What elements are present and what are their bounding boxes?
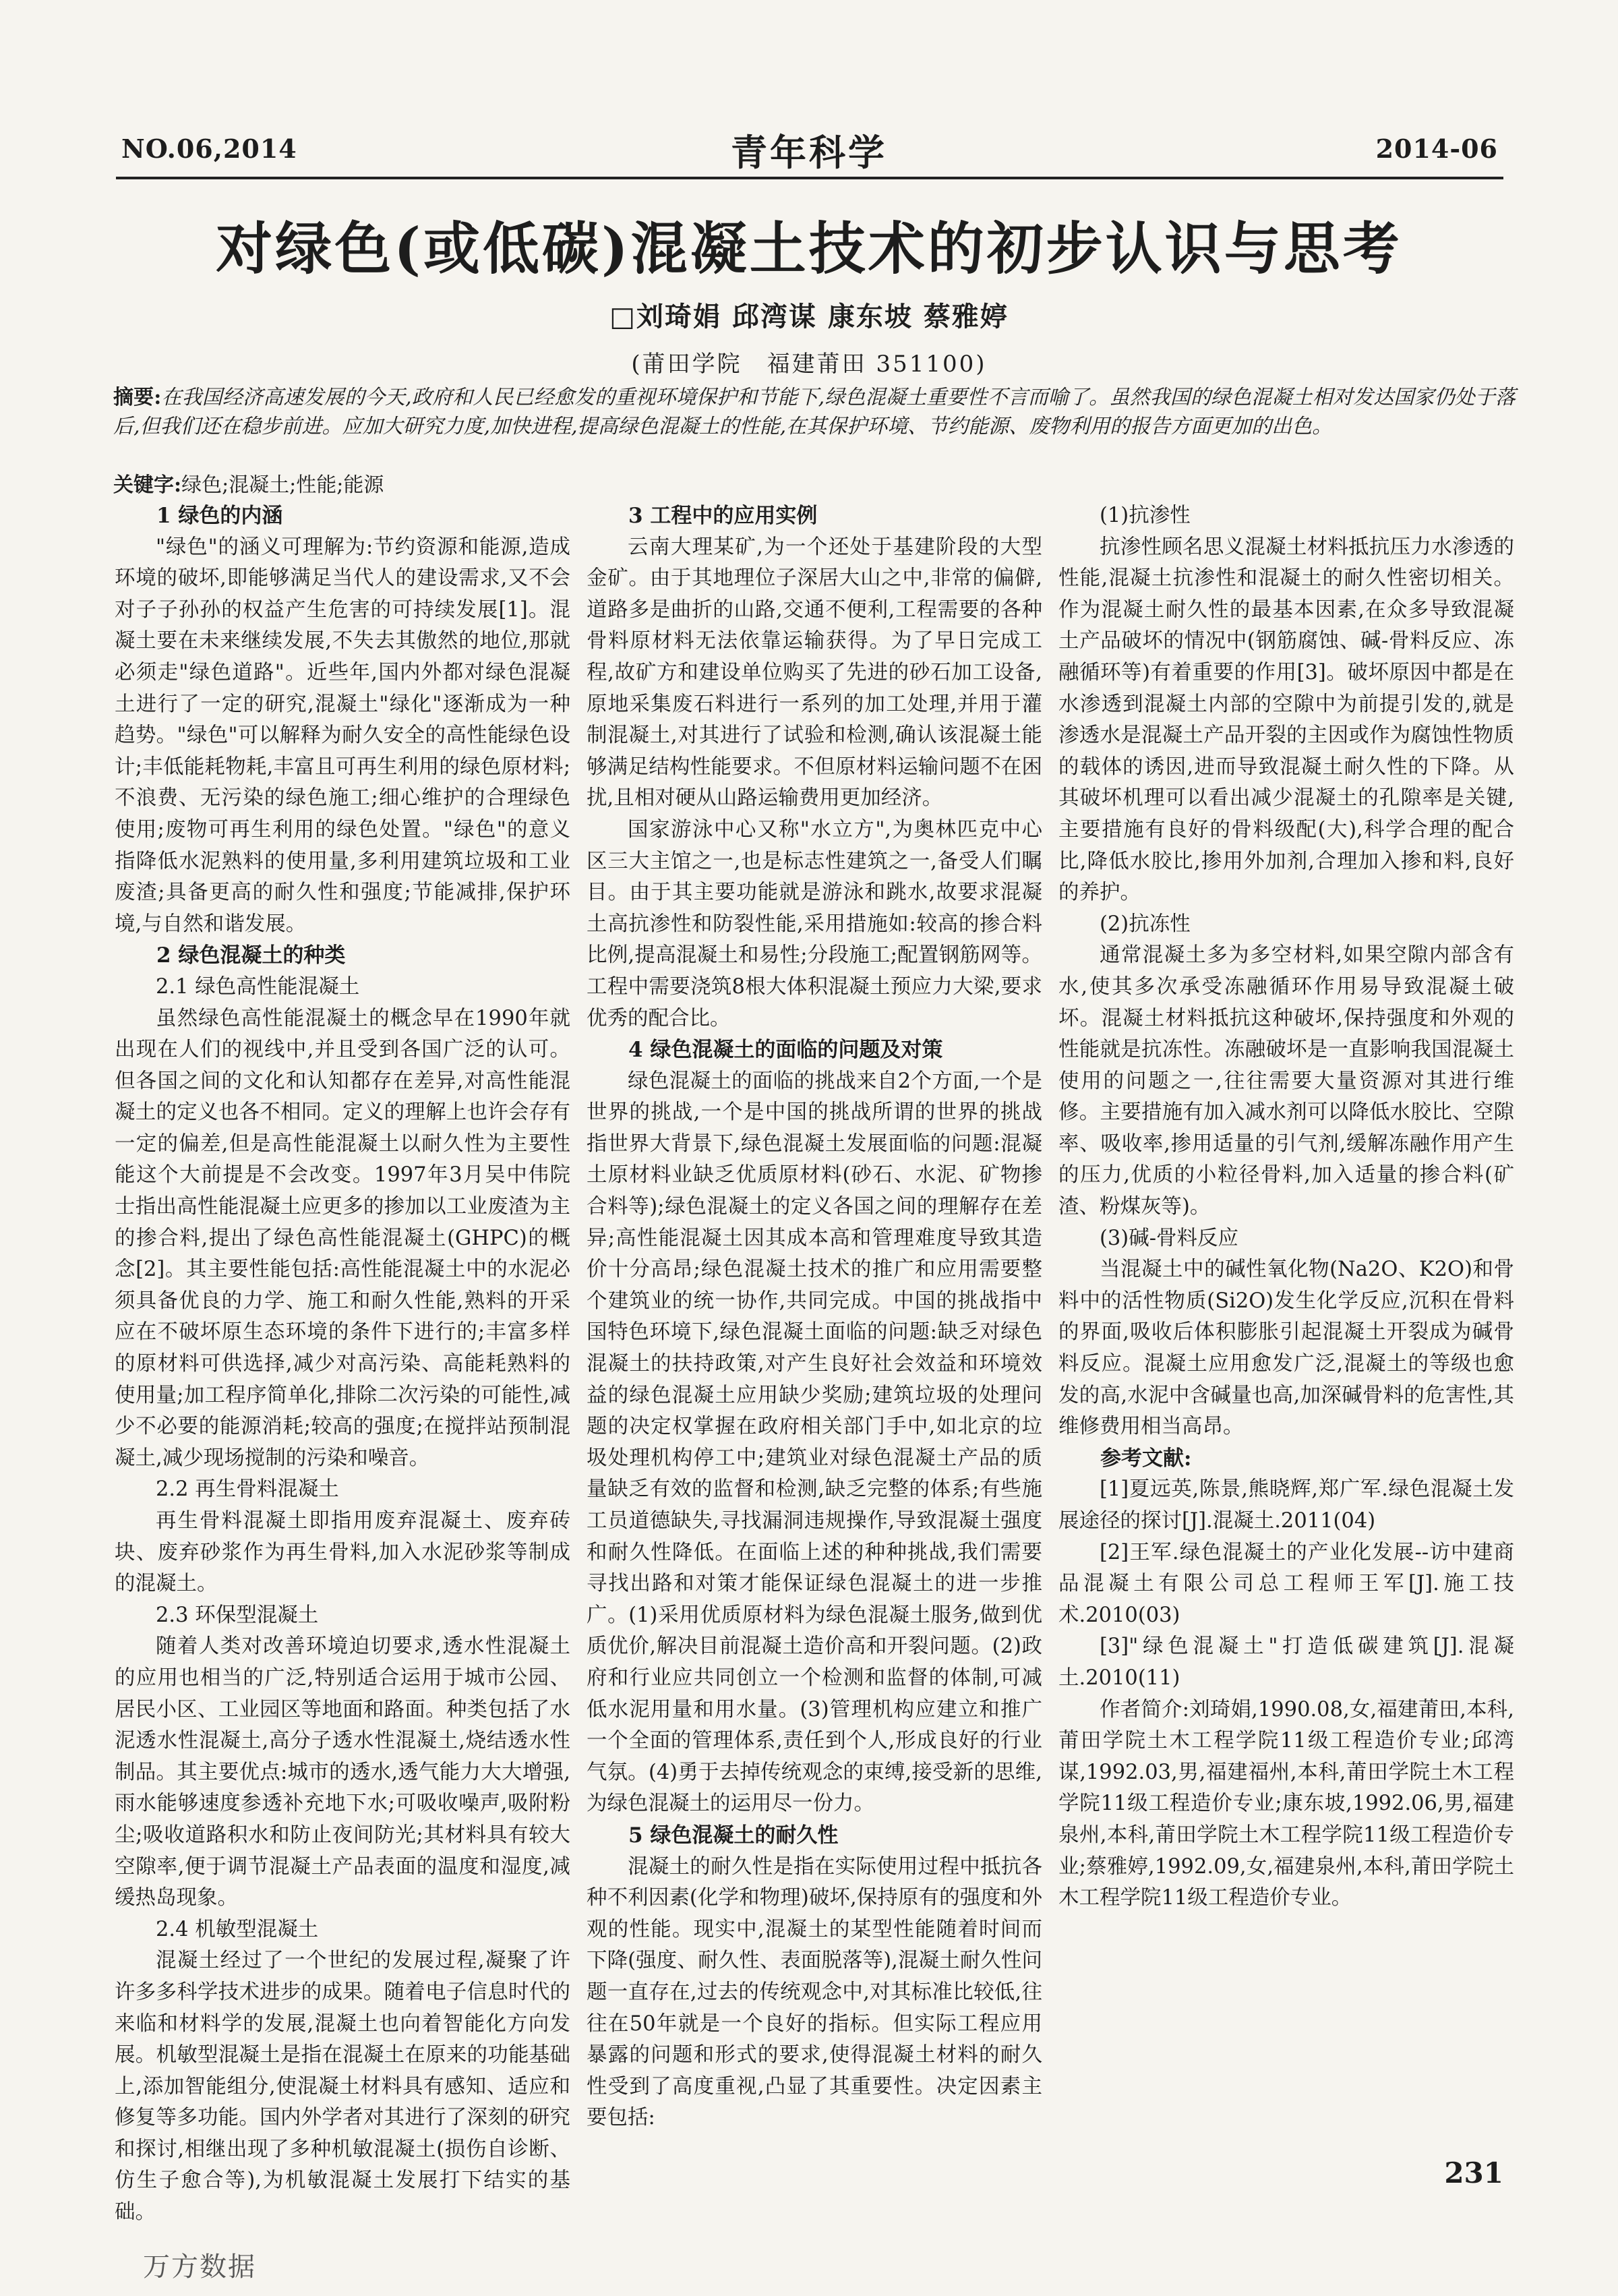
abstract bbox=[113, 383, 1516, 441]
section-heading: 3 工程中的应用实例 bbox=[628, 504, 818, 528]
keywords-label: 关键字: bbox=[113, 473, 182, 497]
section-heading: 4 绿色混凝土的面临的问题及对策 bbox=[628, 1038, 943, 1063]
section-heading: 5 绿色混凝土的耐久性 bbox=[628, 1823, 839, 1848]
header-journal-name: 青年科学 bbox=[731, 131, 887, 174]
paragraph: 国家游泳中心又称"水立方",为奥林匹克中心区三大主馆之一,也是标志性建筑之一,备受人们瞩目。由于其主要功能就是游泳和跳水,故要求混凝土高抗渗性和防裂性能,采用措施如:较高的掺合料比例,提高混凝土和易性;分段施工;配置钢筋网等。工程中需要浇筑8根大体积混凝土预应力大梁,要求优秀的配合比。 bbox=[587, 817, 1042, 1030]
article-title: 对绿色(或低碳)混凝土技术的初步认识与思考 bbox=[216, 215, 1402, 282]
reference-item: [1]夏远英,陈景,熊晓辉,郑广军.绿色混凝土发展途径的探讨[J].混凝土.2011(04) bbox=[1058, 1477, 1514, 1533]
paragraph: 通常混凝土多为多空材料,如果空隙内部含有水,使其多次承受冻融循环作用易导致混凝土破坏。混凝土材料抵抗这种破坏,保持强度和外观的性能就是抗冻性。冻融破坏是一直影响我国混凝土使用的问题之一,往往需要大量资源对其进行维修。主要措施有加入减水剂可以降低水胶比、空隙率、吸收率,掺用适量的引气剂,缓解冻融作用产生的压力,优质的小粒径骨料,加入适量的掺合料(矿渣、粉煤灰等)。 bbox=[1058, 943, 1514, 1219]
paragraph: "绿色"的涵义可理解为:节约资源和能源,造成环境的破坏,即能够满足当代人的建设需求,又不会对子子孙孙的权益产生危害的可持续发展[1]。混凝土要在未来继续发展,不失去其傲然的地位,那就必须走"绿色道路"。近些年,国内外都对绿色混凝土进行了一定的研究,混凝土"绿化"逐渐成为一种趋势。"绿色"可以解释为耐久安全的高性能绿色设计;丰低能耗物耗,丰富且可再生利用的绿色原材料;不浪费、无污染的绿色施工;细心维护的合理绿色使用;废物可再生利用的绿色处置。"绿色"的意义指降低水泥熟料的使用量,多利用建筑垃圾和工业废渣;具备更高的耐久性和强度;节能减排,保护环境,与自然和谐发展。 bbox=[115, 535, 570, 936]
section-heading: 2 绿色混凝土的种类 bbox=[156, 943, 346, 968]
paragraph: 再生骨料混凝土即指用废弃混凝土、废弃砖块、废弃砂浆作为再生骨料,加入水泥砂浆等制成的混凝土。 bbox=[115, 1509, 570, 1596]
header-rule bbox=[116, 177, 1503, 179]
paragraph: 抗渗性顾名思义混凝土材料抵抗压力水渗透的性能,混凝土抗渗性和混凝土的耐久性密切相关。作为混凝土耐久性的最基本因素,在众多导致混凝土产品破坏的情况中(钢筋腐蚀、碱-骨料反应、冻融循环等)有着重要的作用[3]。破坏原因中都是在水渗透到混凝土内部的空隙中为前提引发的,就是渗透水是混凝土产品开裂的主因或作为腐蚀性物质的载体的诱因,进而导致混凝土耐久性的下降。从其破坏机理可以看出减少混凝土的孔隙率是关键,主要措施有良好的骨料级配(大),科学合理的配合比,降低水胶比,掺用外加剂,合理加入掺和料,良好的养护。 bbox=[1058, 535, 1514, 905]
paragraph: 虽然绿色高性能混凝土的概念早在1990年就出现在人们的视线中,并且受到各国广泛的认可。但各国之间的文化和认知都存在差异,对高性能混凝土的定义也各不相同。定义的理解上也许会存有一定的偏差,但是高性能混凝土以耐久性为主要性能这个大前提是不会改变。1997年3月吴中伟院士指出高性能混凝土应更多的掺加以工业废渣为主的掺合料,提出了绿色高性能混凝土(GHPC)的概念[2]。其主要性能包括:高性能混凝土中的水泥必须具备优良的力学、施工和耐久性能,熟料的开采应在不破坏原生态环境的条件下进行的;丰富多样的原材料可供选择,减少对高污染、高能耗熟料的使用量;加工程序简单化,排除二次污染的可能性,减少不必要的能源消耗;较高的强度;在搅拌站预制混凝土,减少现场搅制的污染和噪音。 bbox=[115, 1006, 570, 1470]
subsection-heading: 2.4 机敏型混凝土 bbox=[156, 1917, 319, 1941]
subsection-heading: 2.2 再生骨料混凝土 bbox=[156, 1477, 339, 1502]
subsection-heading: (1)抗渗性 bbox=[1100, 504, 1191, 527]
paragraph: 云南大理某矿,为一个还处于基建阶段的大型金矿。由于其地理位子深居大山之中,非常的偏僻,道路多是曲折的山路,交通不便利,工程需要的各种骨料原材料无法依靠运输获得。为了早日完成工程,故矿方和建设单位购买了先进的砂石加工设备,原地采集废石料进行一系列的加工处理,并用于灌制混凝土,对其进行了试验和检测,确认该混凝土能够满足结构性能要求。不但原材料运输问题不在困扰,且相对硬从山路运输费用更加经济。 bbox=[587, 535, 1042, 811]
subsection-heading: 2.1 绿色高性能混凝土 bbox=[156, 974, 360, 999]
section-heading: 1 绿色的内涵 bbox=[156, 504, 283, 528]
column-3 bbox=[1058, 500, 1514, 2146]
column-2 bbox=[587, 500, 1042, 2146]
abstract-label: 摘要: bbox=[113, 386, 162, 409]
paragraph: 混凝土的耐久性是指在实际使用过程中抵抗各种不利因素(化学和物理)破坏,保持原有的强度和外观的性能。现实中,混凝土的某型性能随着时间而下降(强度、耐久性、表面脱落等),混凝土耐久性问题一直存在,过去的传统观念中,对其标准比较低,往往在50年就是一个良好的指标。但实际工程应用暴露的问题和形式的要求,使得混凝土材料的耐久性受到了高度重视,凸显了其重要性。决定因素主要包括: bbox=[587, 1854, 1042, 2130]
authors: □刘琦娟 邱湾谋 康东坡 蔡雅婷 bbox=[609, 301, 1009, 332]
subsection-heading: 2.3 环保型混凝土 bbox=[156, 1603, 319, 1627]
subsection-heading: (2)抗冻性 bbox=[1100, 912, 1191, 936]
subsection-heading: (3)碱-骨料反应 bbox=[1100, 1226, 1239, 1250]
references-heading: 参考文献: bbox=[1100, 1446, 1192, 1471]
column-1 bbox=[115, 500, 570, 2225]
paragraph: 当混凝土中的碱性氧化物(Na2O、K2O)和骨料中的活性物质(Si2O)发生化学反应,沉积在骨料的界面,吸收后体积膨胀引起混凝土开裂成为碱骨料反应。混凝土应用愈发广泛,混凝土的等级也愈发的高,水泥中含碱量也高,加深碱骨料的危害性,其维修费用相当高昂。 bbox=[1058, 1258, 1514, 1439]
affiliation: (莆田学院 福建莆田 351100) bbox=[631, 351, 987, 378]
page-number: 231 bbox=[1444, 2156, 1503, 2189]
paragraph: 随着人类对改善环境迫切要求,透水性混凝土的应用也相当的广泛,特别适合运用于城市公园、居民小区、工业园区等地面和路面。种类包括了水泥透水性混凝土,高分子透水性混凝土,烧结透水性制品。其主要优点:城市的透水,透气能力大大增强,雨水能够速度参透补充地下水;可吸收噪声,吸附粉尘;吸收道路积水和防止夜间防光;其材料具有较大空隙率,便于调节混凝土产品表面的温度和湿度,减缓热岛现象。 bbox=[115, 1635, 570, 1910]
paragraph: 绿色混凝土的面临的挑战来自2个方面,一个是世界的挑战,一个是中国的挑战所谓的世界的挑战指世界大背景下,绿色混凝土发展面临的问题:混凝土原材料业缺乏优质原材料(砂石、水泥、矿物掺合料等);绿色混凝土的定义各国之间的理解存在差异;高性能混凝土因其成本高和管理难度导致其造价十分高昂;绿色混凝土技术的推广和应用需要整个建筑业的统一协作,共同完成。中国的挑战指中国特色环境下,绿色混凝土面临的问题:缺乏对绿色混凝土的扶持政策,对产生良好社会效益和环境效益的绿色混凝土应用缺少奖励;建筑垃圾的处理问题的决定权掌握在政府相关部门手中,如北京的垃圾处理机构停工中;建筑业对绿色混凝土产品的质量缺乏有效的监督和检测,缺乏完整的体系;有些施工员道德缺失,寻找漏洞违规操作,导致混凝土强度和耐久性降低。在面临上述的种种挑战,我们需要寻找出路和对策才能保证绿色混凝土的进一步推广。(1)采用优质原材料为绿色混凝土服务,做到优质优价,解决目前混凝土造价高和开裂问题。(2)政府和行业应共同创立一个检测和监督的体制,可减低水泥用量和用水量。(3)管理机构应建立和推广一个全面的管理体系,责任到个人,形成良好的行业气氛。(4)勇于去掉传统观念的束缚,接受新的思维,为绿色混凝土的运用尽一份力。 bbox=[587, 1069, 1042, 1816]
reference-item: [3]"绿色混凝土"打造低碳建筑[J].混凝土.2010(11) bbox=[1058, 1635, 1514, 1690]
header-date: 2014-06 bbox=[1375, 134, 1498, 164]
paragraph: 混凝土经过了一个世纪的发展过程,凝聚了许许多多科学技术进步的成果。随着电子信息时代的来临和材料学的发展,混凝土也向着智能化方向发展。机敏型混凝土是指在混凝土在原来的功能基础上,添加智能组分,使混凝土材料具有感知、适应和修复等多功能。国内外学者对其进行了深刻的研究和探讨,相继出现了多种机敏混凝土(损伤自诊断、仿生子愈合等),为机敏混凝土发展打下结实的基础。 bbox=[115, 1949, 570, 2225]
author-bio: 作者简介:刘琦娟,1990.08,女,福建莆田,本科,莆田学院土木工程学院11级工程造价专业;邱湾谋,1992.03,男,福建福州,本科,莆田学院土木工程学院11级工程造价专业;康东坡,1992.06,男,福建泉州,本科,莆田学院土木工程学院11级工程造价专业;蔡雅婷,1992.09,女,福建泉州,本科,莆田学院土木工程学院11级工程造价专业。 bbox=[1058, 1697, 1514, 1910]
keywords-text: 绿色;混凝土;性能;能源 bbox=[181, 473, 384, 497]
keywords bbox=[113, 472, 1516, 499]
watermark: 万方数据 bbox=[143, 2251, 256, 2283]
header-issue: NO.06,2014 bbox=[121, 134, 297, 164]
reference-item: [2]王军.绿色混凝土的产业化发展--访中建商品混凝土有限公司总工程师王军[J].施工技术.2010(03) bbox=[1058, 1540, 1514, 1627]
abstract-text: 在我国经济高速发展的今天,政府和人民已经愈发的重视环境保护和节能下,绿色混凝土重要性不言而喻了。虽然我国的绿色混凝土相对发达国家仍处于落后,但我们还在稳步前进。应加大研究力度,加快进程,提高绿色混凝土的性能,在其保护环境、节约能源、废物利用的报告方面更加的出色。 bbox=[113, 386, 1516, 438]
